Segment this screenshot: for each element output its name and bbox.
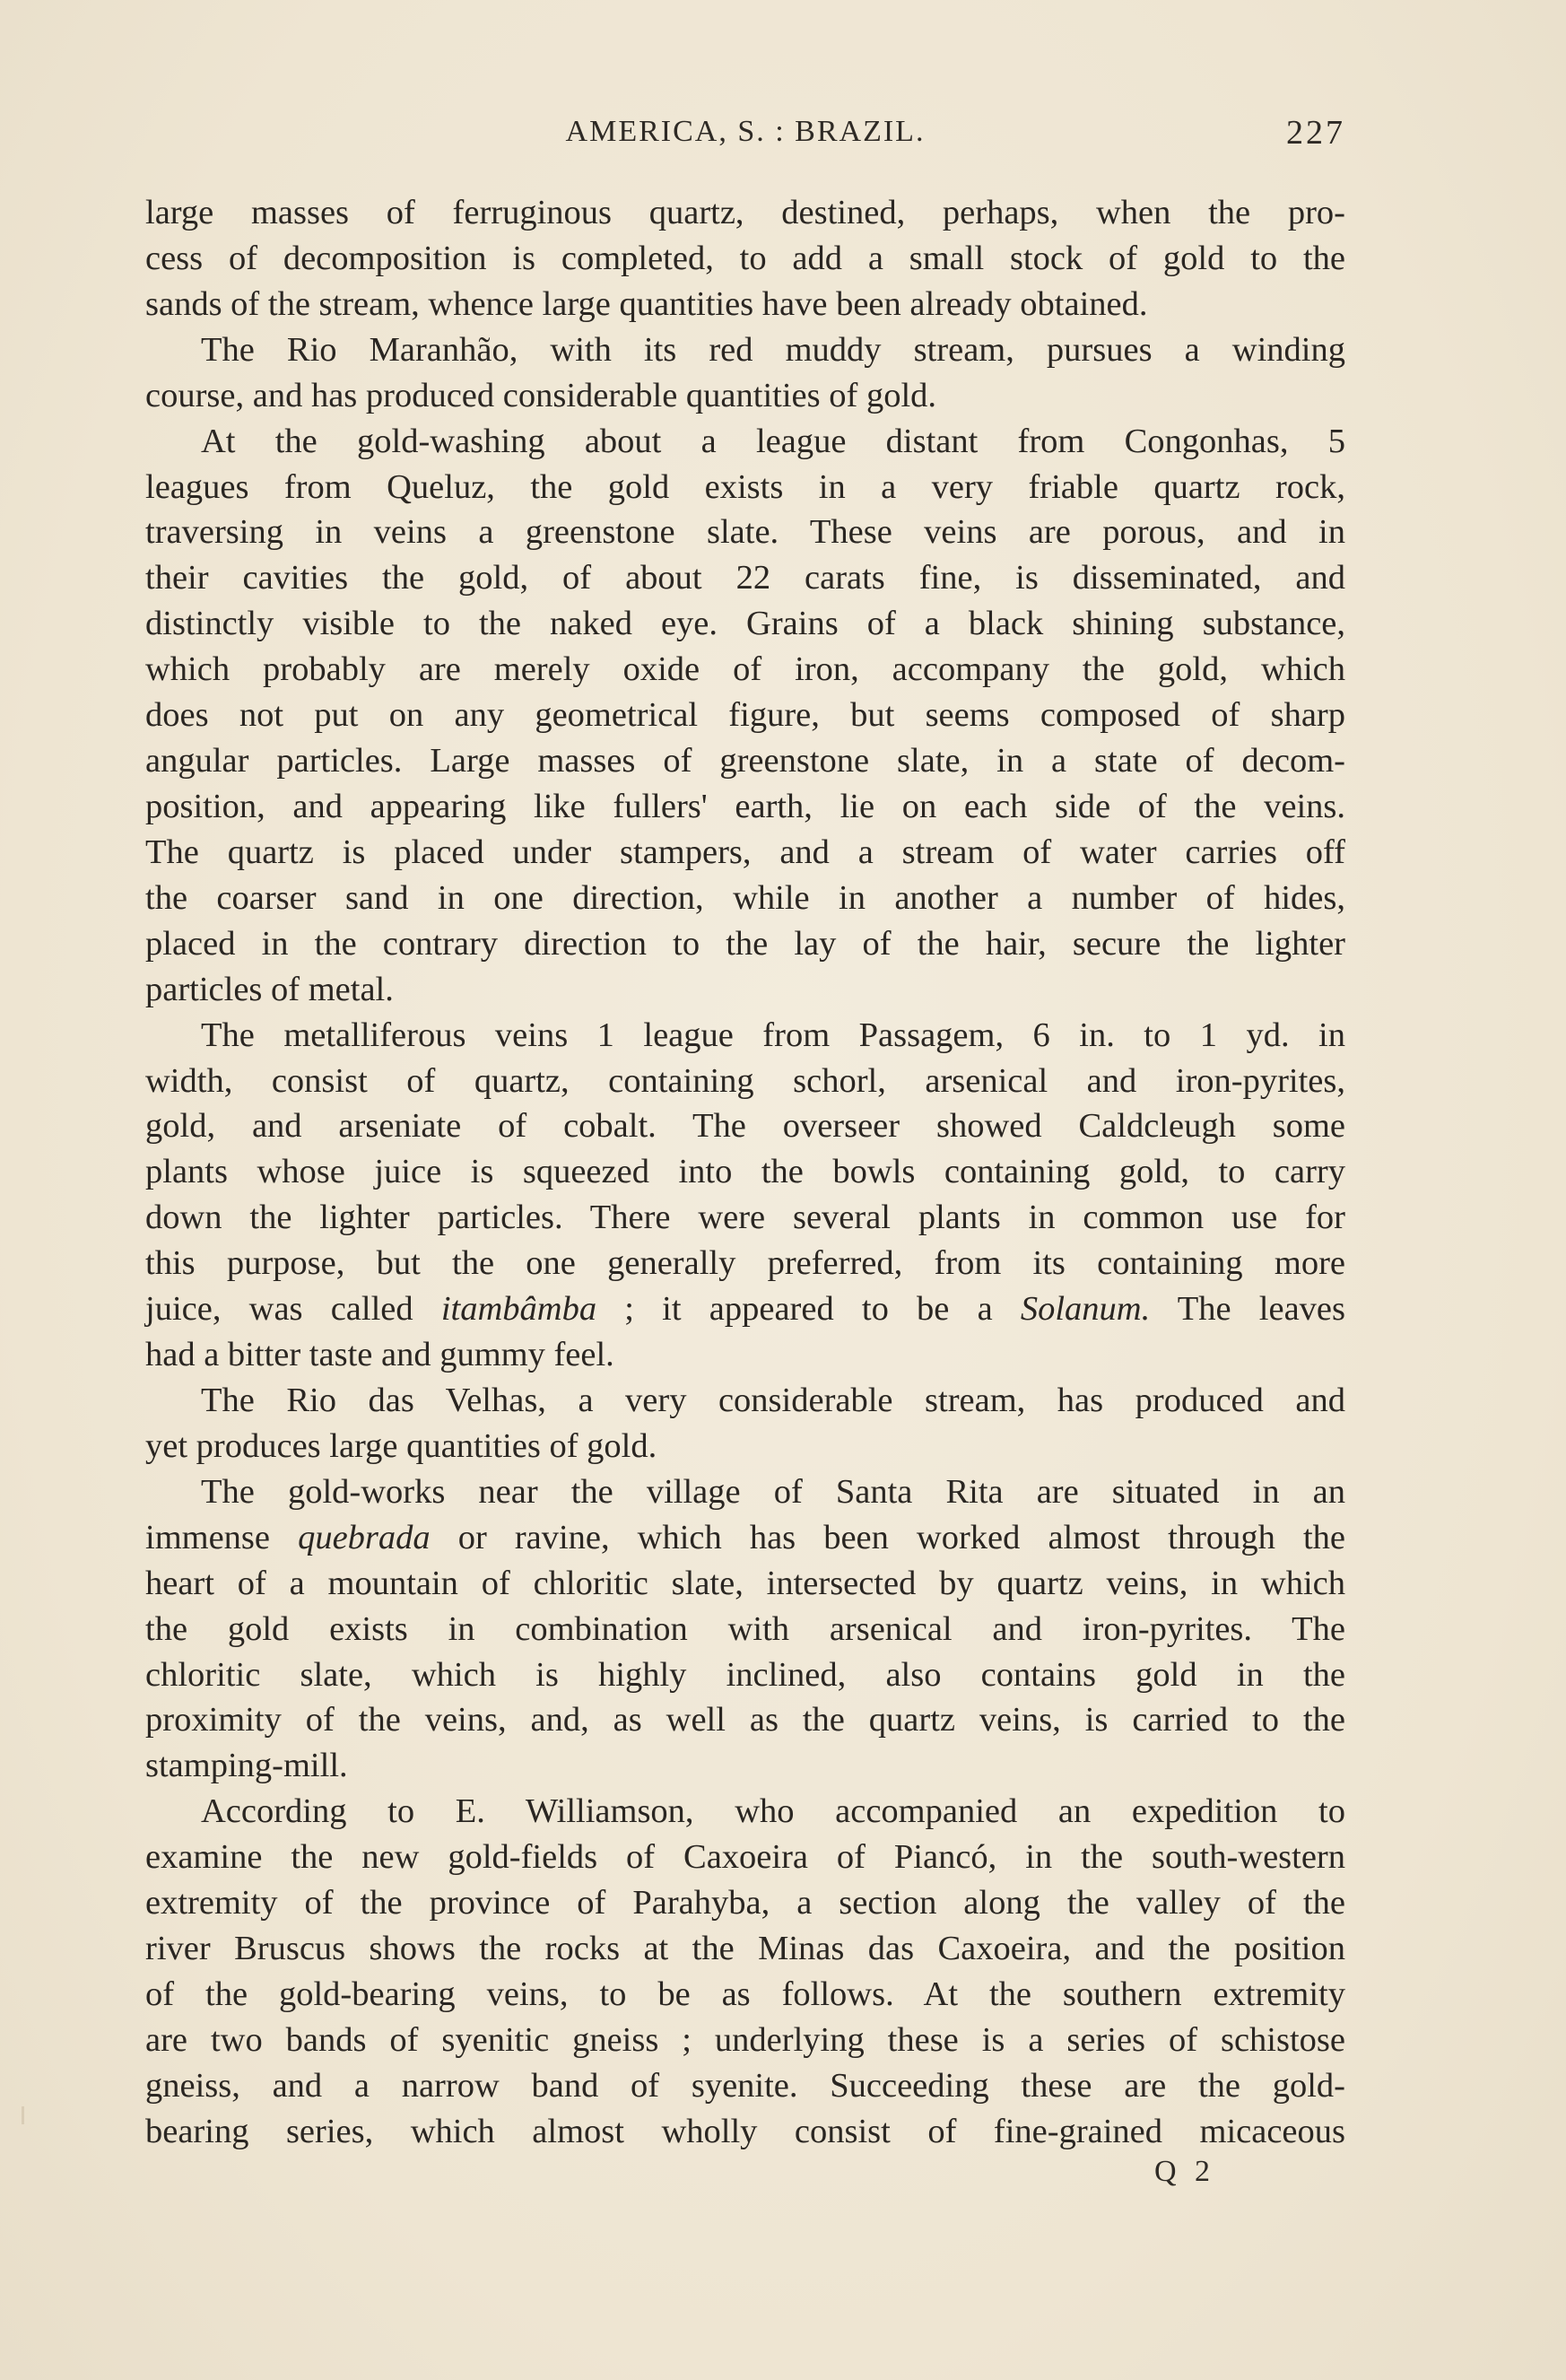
text-line: The Rio Maranhão, with its red muddy stream, pursues a winding <box>201 330 1345 369</box>
text-line: The quartz is placed under stampers, and a stream of water carries off <box>145 833 1345 871</box>
line-segment: The leaves <box>1150 1290 1345 1329</box>
line-segment: immense <box>145 1518 299 1556</box>
text-line: The Rio das Velhas, a very considerable stream, has produced and <box>201 1381 1345 1419</box>
text-line: yet produces large quantities of gold. <box>145 1426 657 1465</box>
text-line: leagues from Queluz, the gold exists in a very friable quartz rock, <box>145 467 1345 506</box>
text-line: width, consist of quartz, containing schorl, arsenical and iron-pyrites, <box>145 1061 1345 1100</box>
running-head: AMERICA, S. : BRAZIL. <box>565 115 926 148</box>
text-line: down the lighter particles. There were several plants in common use for <box>145 1199 1345 1237</box>
italic-term: itambâmba <box>440 1290 597 1329</box>
text-line: river Bruscus shows the rocks at the Minas das Caxoeira, and the position <box>145 1930 1345 1968</box>
page-number: 227 <box>1286 114 1345 152</box>
margin-blemish <box>22 2106 24 2124</box>
text-line: stamping-mill. <box>145 1747 348 1785</box>
text-line: placed in the contrary direction to the lay of the hair, secure the lighter <box>145 924 1345 963</box>
line-segment: juice, was called <box>145 1290 441 1329</box>
text-line: heart of a mountain of chloritic slate, intersected by quartz veins, in which <box>145 1564 1345 1602</box>
text-line: of the gold-bearing veins, to be as follows. At the southern extremity <box>145 1975 1345 2013</box>
text-line: sands of the stream, whence large quantities have been already obtained. <box>145 284 1148 323</box>
text-line: chloritic slate, which is highly inclined, also contains gold in the <box>145 1655 1345 1694</box>
text-line: angular particles. Large masses of greenstone slate, in a state of decom- <box>145 742 1345 780</box>
text-line: are two bands of syenitic gneiss ; underlying these is a series of schistose <box>145 2020 1345 2059</box>
text-line: particles of metal. <box>145 970 394 1008</box>
text-line: the coarser sand in one direction, while in another a number of hides, <box>145 878 1345 917</box>
text-line: large masses of ferruginous quartz, destined, perhaps, when the pro- <box>145 194 1345 231</box>
text-line: gneiss, and a narrow band of syenite. Succeeding these are the gold- <box>145 2066 1345 2105</box>
page-header <box>145 115 1345 160</box>
text-line: extremity of the province of Parahyba, a section along the valley of the <box>145 1884 1345 1922</box>
text-line: gold, and arseniate of cobalt. The overseer showed Caldcleugh some <box>145 1107 1345 1146</box>
line-segment: or ravine, which has been worked almost through the <box>430 1518 1346 1556</box>
signature-mark: Q 2 <box>1154 2155 1216 2188</box>
text-line: bearing series, which almost wholly consist of fine-grained micaceous <box>145 2112 1345 2150</box>
text-line: At the gold-washing about a league distant from Congonhas, 5 <box>201 422 1345 460</box>
line-segment: ; it appeared to be a <box>596 1290 1021 1329</box>
text-line: proximity of the veins, and, as well as the quartz veins, is carried to the <box>145 1701 1345 1739</box>
text-line: examine the new gold-fields of Caxoeira of Piancó, in the south-western <box>145 1838 1345 1877</box>
text-line: does not put on any geometrical figure, but seems composed of sharp <box>145 696 1345 735</box>
text-line: cess of decomposition is completed, to add a small stock of gold to the <box>145 239 1345 277</box>
italic-term: Solanum. <box>1020 1290 1151 1329</box>
text-line-with-italics <box>145 1515 1345 1561</box>
text-line: course, and has produced considerable quantities of gold. <box>145 376 937 414</box>
text-line: the gold exists in combination with arsenical and iron-pyrites. The <box>145 1609 1345 1648</box>
text-line-with-italics <box>145 1286 1345 1332</box>
text-line: traversing in veins a greenstone slate. These veins are porous, and in <box>145 513 1345 552</box>
text-line: plants whose juice is squeezed into the bowls containing gold, to carry <box>145 1153 1345 1191</box>
text-line: The metalliferous veins 1 league from Passagem, 6 in. to 1 yd. in <box>201 1016 1345 1054</box>
text-line: this purpose, but the one generally preferred, from its containing more <box>145 1244 1345 1283</box>
text-line: their cavities the gold, of about 22 carats fine, is disseminated, and <box>145 559 1345 597</box>
text-line: which probably are merely oxide of iron, accompany the gold, which <box>145 650 1345 689</box>
body-text <box>145 190 1345 2155</box>
text-line: According to E. Williamson, who accompanied an expedition to <box>201 1792 1345 1831</box>
text-line: The gold-works near the village of Santa Rita are situated in an <box>201 1472 1345 1511</box>
text-line: position, and appearing like fullers' earth, lie on each side of the veins. <box>145 787 1345 825</box>
text-line: distinctly visible to the naked eye. Grains of a black shining substance, <box>145 605 1345 643</box>
text-line: had a bitter taste and gummy feel. <box>145 1336 614 1374</box>
italic-term: quebrada <box>298 1518 431 1556</box>
